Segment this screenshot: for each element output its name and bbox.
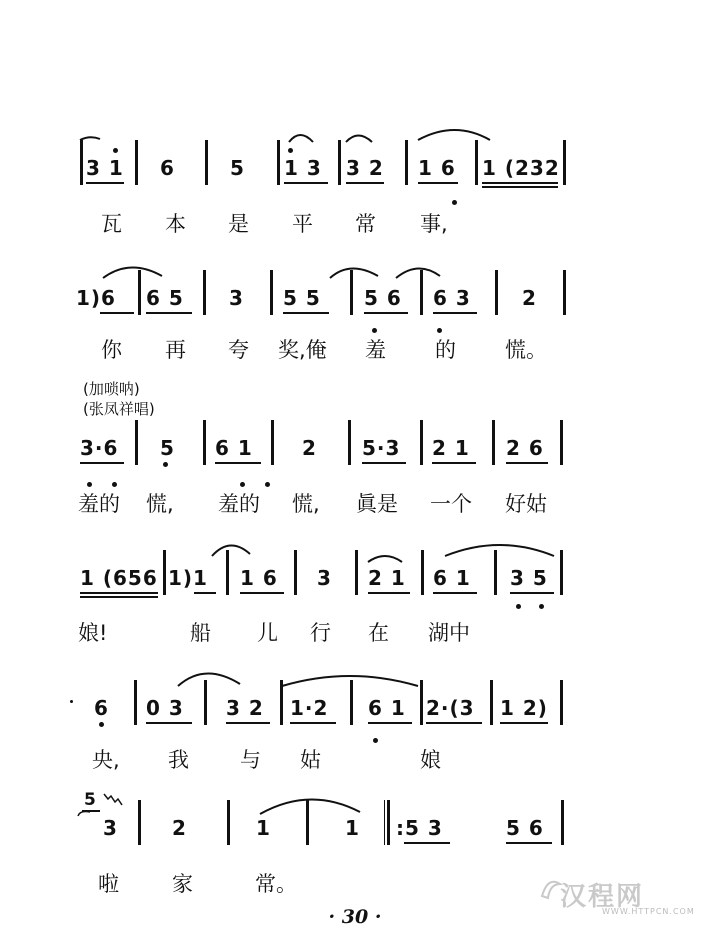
measure: 3 5 [510, 566, 548, 590]
measure: 6 1 [433, 566, 471, 590]
measure: 2 6 [506, 436, 544, 460]
lyric: 我 [168, 748, 189, 772]
annotation-suona: (加唢呐) [83, 380, 140, 398]
lyric: 常 [355, 212, 376, 236]
measure: 6 [94, 696, 109, 720]
lyric: 平 [292, 212, 313, 236]
measure: 1 (656 [80, 566, 158, 590]
measure: 5 [160, 436, 175, 460]
lyric: 羞的 [78, 492, 120, 516]
lyric: 夸 [228, 338, 249, 362]
measure: 2 [172, 816, 187, 840]
measure: 5 5 [283, 286, 321, 310]
lyric: 的 [435, 338, 456, 362]
lyric: 奖,俺 [278, 338, 327, 362]
measure: 1 2) [500, 696, 548, 720]
measure: 1 [256, 816, 271, 840]
measure: 1 6 [418, 156, 456, 180]
measure: 6 1 [368, 696, 406, 720]
measure: 3 [317, 566, 332, 590]
measure: 1 [345, 816, 360, 840]
measure: 1)1 [168, 566, 208, 590]
lyric: 再 [165, 338, 186, 362]
lyric: 湖中 [428, 621, 470, 645]
lyric: 姑 [300, 748, 321, 772]
lyric: 一个 [430, 492, 472, 516]
measure: 1 (232 [482, 156, 560, 180]
measure: 2 [522, 286, 537, 310]
lyric: 瓦 [101, 212, 122, 236]
measure: 2·(3 [426, 696, 475, 720]
measure: 3·6 [80, 436, 119, 460]
lyric: 娘! [78, 621, 108, 645]
lyric: 娘 [420, 748, 441, 772]
measure: 1 6 [240, 566, 278, 590]
lyric: 啦 [98, 872, 119, 896]
measure: 3 [229, 286, 244, 310]
measure: 6 5 [146, 286, 184, 310]
lyric: 儿 [257, 621, 278, 645]
page-number: · 30 · [328, 906, 382, 928]
grace-note: 5 [84, 790, 97, 810]
watermark-url: WWW.HTTPCN.COM [602, 907, 695, 916]
measure: 6 3 [433, 286, 471, 310]
measure: 0 3 [146, 696, 184, 720]
lyric: 眞是 [356, 492, 398, 516]
lyric: 好姑 [505, 492, 547, 516]
measure: 3 2 [226, 696, 264, 720]
measure: 5 [230, 156, 245, 180]
measure: 3 [103, 816, 118, 840]
lyric: 与 [240, 748, 261, 772]
lyric: 羞 [365, 338, 386, 362]
lyric: 慌。 [505, 338, 547, 362]
measure: 3 1 [86, 156, 124, 180]
lyric: 是 [228, 212, 249, 236]
watermark-brand: 汉程网 [560, 882, 645, 912]
lyric: 船 [190, 621, 211, 645]
lyric: 常。 [255, 872, 297, 896]
measure: 5 6 [364, 286, 402, 310]
lyric: 央, [92, 748, 120, 772]
measure: 1·2 [290, 696, 329, 720]
measure: 1)6 [76, 286, 116, 310]
measure: 2 1 [368, 566, 406, 590]
measure: 2 1 [432, 436, 470, 460]
measure: 5·3 [362, 436, 401, 460]
lyric: 事, [420, 212, 448, 236]
lyric: 慌, [146, 492, 174, 516]
measure: 6 [160, 156, 175, 180]
lyric: 羞的 [218, 492, 260, 516]
measure: 3 2 [346, 156, 384, 180]
measure: :5 3 [396, 816, 443, 840]
lyric: 行 [310, 621, 331, 645]
lyric: 在 [368, 621, 389, 645]
annotation-singer: (张凤祥唱) [83, 400, 155, 418]
lyric: 慌, [292, 492, 320, 516]
lyric: 家 [172, 872, 193, 896]
lyric: 你 [101, 338, 122, 362]
lyric: 本 [165, 212, 186, 236]
measure: 2 [302, 436, 317, 460]
measure: 6 1 [215, 436, 253, 460]
measure: 5 6 [506, 816, 544, 840]
measure: 1 3 [284, 156, 322, 180]
